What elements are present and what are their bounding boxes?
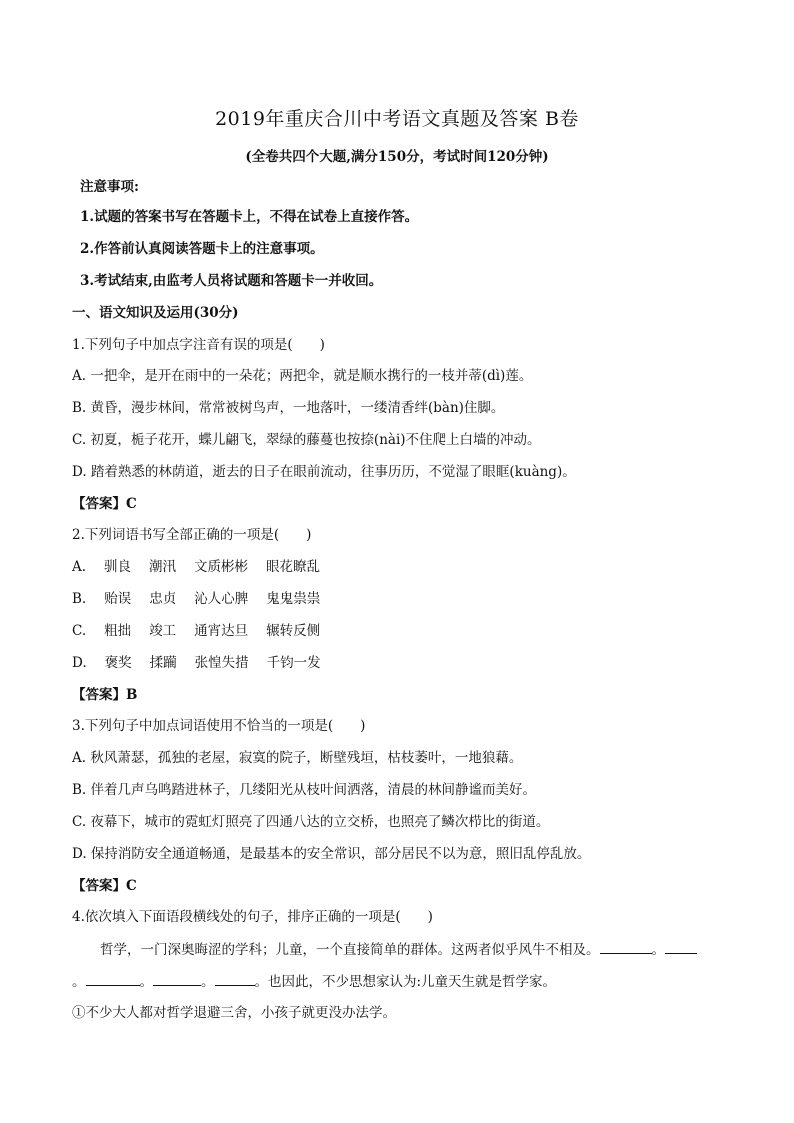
blank-line — [600, 939, 652, 954]
option-word: 眼花瞭乱 — [266, 559, 321, 575]
question-1-option-d: D. 踏着熟悉的林荫道，逝去的日子在眼前流动，往事历历，不觉湿了眼眶(kuàng)。 — [72, 464, 576, 480]
paragraph-text: 。也因此，不少思想家认为:儿童天生就是哲学家。 — [254, 974, 557, 990]
option-word: 褒奖 — [104, 655, 132, 671]
question-3-option-c: C. 夜幕下，城市的霓虹灯照亮了四通八达的立交桥，也照亮了鳞次栉比的街道。 — [72, 814, 550, 830]
option-word: 张惶失措 — [194, 655, 249, 671]
option-letter: C. — [72, 623, 87, 639]
option-word: 通宵达旦 — [194, 623, 249, 639]
page-title: 2019年重庆合川中考语文真题及答案 B卷 — [215, 108, 579, 130]
question-2-stem: 2.下列词语书写全部正确的一项是( ) — [72, 527, 312, 543]
notice-item: 3.考试结束,由监考人员将试题和答题卡一并收回。 — [80, 273, 383, 289]
exam-subtitle: (全卷共四个大题,满分150分，考试时间120分钟) — [245, 149, 549, 165]
option-word: 粗拙 — [104, 623, 132, 639]
option-word: 贻误 — [104, 591, 132, 607]
option-word: 揉躏 — [149, 655, 177, 671]
blank-line — [215, 971, 255, 986]
option-word: 鬼鬼祟祟 — [266, 591, 321, 607]
option-word: 驯良 — [104, 559, 132, 575]
blank-line — [86, 971, 140, 986]
question-1-option-c: C. 初夏，栀子花开，蝶儿翩飞，翠绿的藤蔓也按捺(nài)不住爬上白墙的冲动。 — [72, 432, 541, 448]
option-letter: B. — [72, 591, 87, 607]
question-2-option-b — [72, 589, 734, 609]
question-3-stem: 3.下列句子中加点词语使用不恰当的一项是( ) — [72, 718, 366, 734]
question-4-sentence-1: ①不少大人都对哲学退避三舍，小孩子就更没办法学。 — [72, 1005, 396, 1021]
question-1-option-a: A. 一把伞，是开在雨中的一朵花；两把伞，就是顺水携行的一枝并蒂(dì)莲。 — [72, 368, 533, 384]
question-2-option-d — [72, 653, 734, 673]
option-word: 辗转反侧 — [266, 623, 321, 639]
notice-item: 1.试题的答案书写在答题卡上，不得在试卷上直接作答。 — [80, 209, 419, 225]
notice-item: 2.作答前认真阅读答题卡上的注意事项。 — [80, 241, 324, 257]
question-1-answer: 【答案】C — [72, 496, 137, 512]
option-word: 潮汛 — [149, 559, 177, 575]
section-heading: 一、语文知识及运用(30分) — [72, 305, 239, 321]
option-word: 忠贞 — [149, 591, 177, 607]
option-letter: A. — [72, 559, 87, 575]
question-4-paragraph-line-2: 。 。 。 。也因此，不少思想家认为:儿童天生就是哲学家。 — [72, 971, 734, 992]
option-word: 文质彬彬 — [194, 559, 249, 575]
question-3-option-a: A. 秋风萧瑟，孤独的老屋，寂寞的院子，断壁残垣，枯枝萎叶，一地狼藉。 — [72, 750, 523, 766]
blank-line — [665, 939, 697, 954]
blank-line — [153, 971, 201, 986]
option-word: 沁人心脾 — [194, 591, 249, 607]
notice-heading: 注意事项: — [80, 179, 139, 195]
question-3-option-b: B. 伴着几声乌鸣踏进林子，几缕阳光从枝叶间洒落，清晨的林间静谧而美好。 — [72, 782, 537, 798]
question-4-stem: 4.依次填入下面语段横线处的句子，排序正确的一项是( ) — [72, 909, 433, 925]
paragraph-text: 哲学，一门深奥晦涩的学科；儿童，一个直接简单的群体。这两者似乎风牛不相及。 — [100, 942, 600, 958]
question-1-stem: 1.下列句子中加点字注音有误的项是( ) — [72, 337, 325, 353]
question-2-option-c — [72, 621, 734, 641]
option-letter: D. — [72, 655, 87, 671]
question-2-answer: 【答案】B — [72, 687, 138, 703]
option-word: 千钧一发 — [266, 655, 321, 671]
question-4-paragraph-line-1: 哲学，一门深奥晦涩的学科；儿童，一个直接简单的群体。这两者似乎风牛不相及。 。 — [100, 939, 734, 960]
question-3-option-d: D. 保持消防安全通道畅通，是最基本的安全常识，部分居民不以为意，照旧乱停乱放。 — [72, 846, 591, 862]
option-word: 竣工 — [149, 623, 177, 639]
question-2-option-a — [72, 557, 734, 577]
question-1-option-b: B. 黄昏，漫步林间，常常被树鸟声，一地落叶，一缕清香绊(bàn)住脚。 — [72, 400, 505, 416]
question-3-answer: 【答案】C — [72, 878, 137, 894]
